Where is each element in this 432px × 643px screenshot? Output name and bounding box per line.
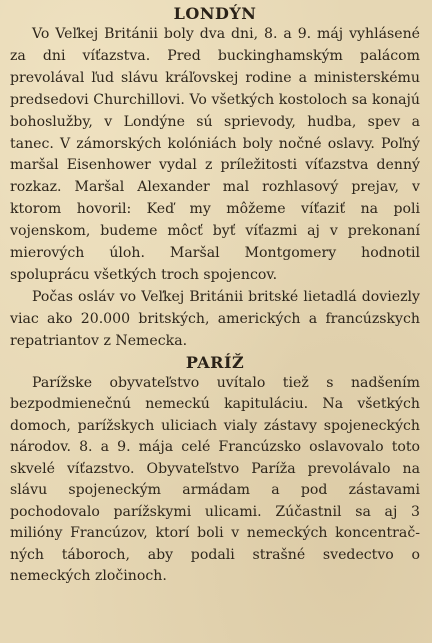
article-paris <box>10 353 420 588</box>
article-paragraph: Parížske obyvateľstvo uvítalo tiež s nadšením bezpodmienečnú nemeckú kapituláciu. Na všetkých domoch, parížskych uliciach vialy zástavy spojeneckých národov. 8. a 9. mája celé Francúzsko oslavovalo toto skvelé víťazstvo. Obyvateľstvo Paríža prevolávalo na slávu spojeneckým armádam a pod zástavami pochodovalo parížskymi ulicami. Zúčastnil sa aj 3 milióny Francúzov, ktorí boli v nemeckých koncentračných táboroch, aby podali strašné svedectvo o nemeckých zločinoch. <box>10 374 420 585</box>
article-heading-paris: PARÍŽ <box>185 352 245 372</box>
article-london <box>10 4 420 353</box>
article-paragraph: Počas osláv vo Veľkej Británii britské lietadlá doviezly viac ako 20.000 britských, amerických a francúzskych repatriantov z Nemecka. <box>10 288 420 349</box>
article-paragraph: Vo Veľkej Británii boly dva dni, 8. a 9. máj vyhlásené za dni víťazstva. Pred buckinghamským palácom prevolával ľud slávu kráľovskej rodine a ministerskému predsedovi Churchillovi. Vo všetkých kostoloch sa konajú bohoslužby, v Londýne sú sprievody, hudba, spev a tanec. V zámorských kolóniách boly nočné oslavy. Poľný maršal Eisenhower vydal z príležitosti víťazstva denný rozkaz. Maršal Alexander mal rozhlasový prejav, v ktorom hovoril: Keď my môžeme víťaziť na poli vojenskom, budeme môcť byť víťazmi aj v prekonaní mierových úloh. Maršal Montgomery hodnotil spoluprácu všetkých troch spojencov. <box>10 26 420 283</box>
article-heading-london: LONDÝN <box>173 4 257 23</box>
